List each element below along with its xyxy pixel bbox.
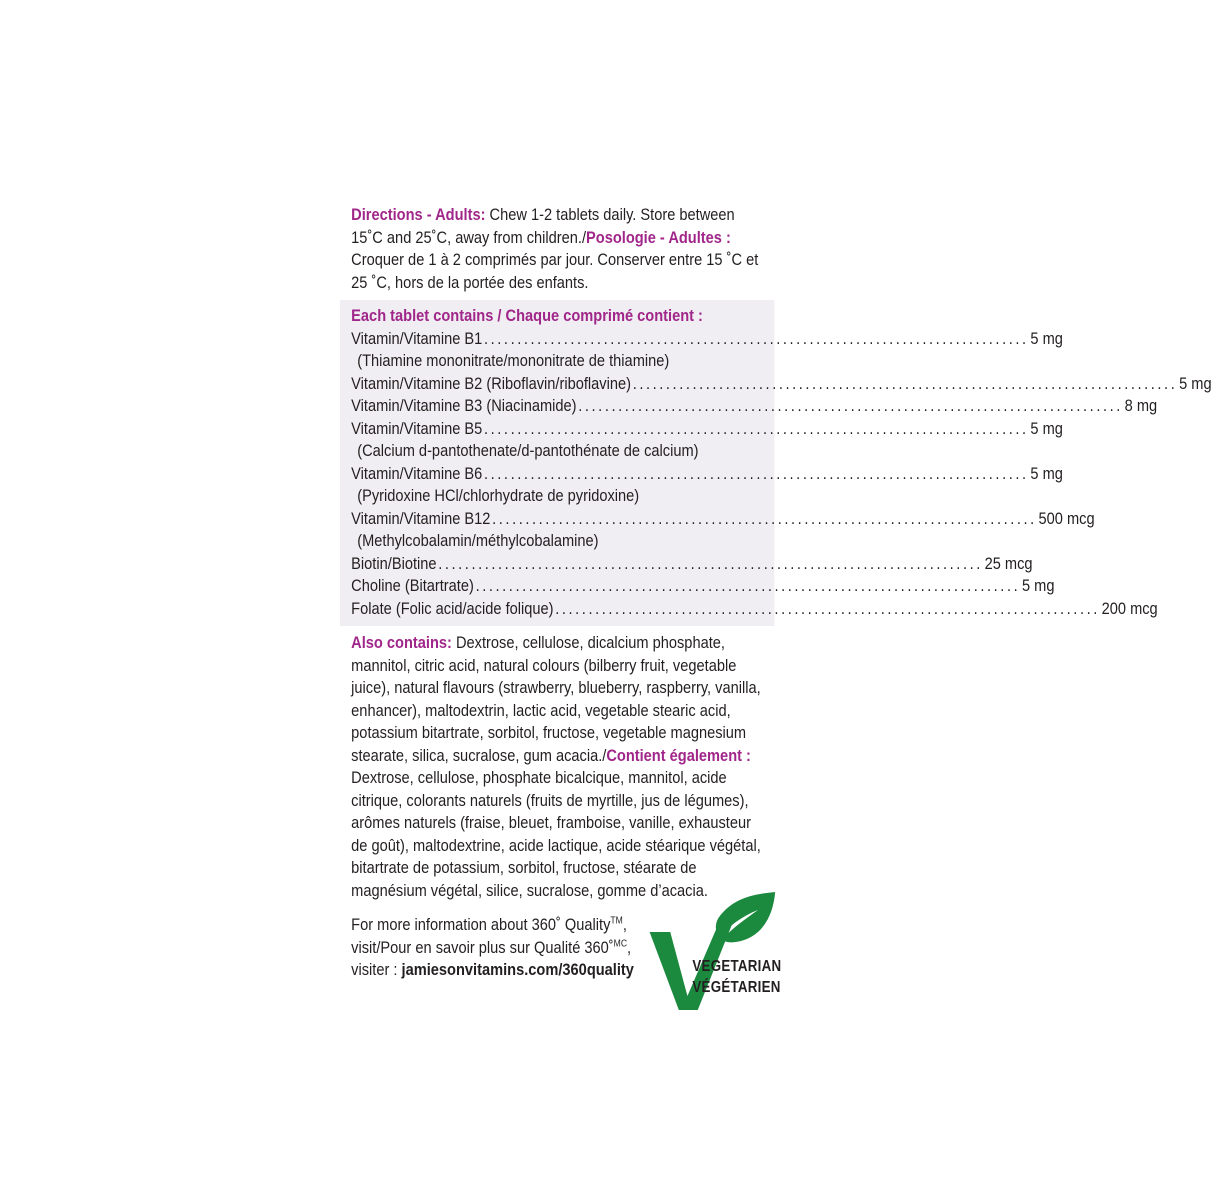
dot-leader: .................................................................................. xyxy=(438,553,983,573)
info-line-3-text: visiter : xyxy=(351,960,402,979)
nutrient-amount: 200 mcg xyxy=(1101,598,1158,618)
directions-heading-fr: Posologie - Adultes : xyxy=(586,227,731,247)
nutrient-source: (Thiamine mononitrate/mononitrate de thiamine) xyxy=(357,351,670,370)
nutrient-amount: 5 mg xyxy=(1021,576,1055,595)
directions-section xyxy=(340,204,774,294)
dot-leader: .................................................................................. xyxy=(555,598,1100,618)
nutrient-amount: 5 mg xyxy=(1179,373,1212,393)
dot-leader: .................................................................................. xyxy=(484,463,1029,483)
info-line-2: visit/Pour en savoir plus sur Qualité 360˚$^{MC}$, xyxy=(351,937,632,957)
nutrient-name: Vitamin/Vitamine B5 xyxy=(351,418,483,438)
marque-mark: MC xyxy=(613,937,628,949)
info-line-1: For more information about 360˚ Quality™, xyxy=(351,915,627,934)
nutrient-source: (Methylcobalamin/méthylcobalamine) xyxy=(357,531,599,550)
nutrient-row xyxy=(351,598,1158,621)
nutrient-amount: 5 mg xyxy=(1030,328,1063,348)
nutrient-row xyxy=(351,418,1063,441)
dot-leader: .................................................................................. xyxy=(578,396,1123,415)
info-line-3 xyxy=(351,959,634,982)
nutrient-row xyxy=(351,395,1158,418)
dot-leader: .................................................................................. xyxy=(475,576,1021,595)
also-contains-text-en: Dextrose, cellulose, dicalcium phosphate, mannitol, citric acid, natural colours (bilberry fruit, vegetable juice), natural flavours (strawberry, blueberry, raspberry, vanilla, enhancer), maltodextrin, lactic acid, vegetable stearic acid, potassium bitartrate, sorbitol, fructose, vegetable magnesium stearate, silica, sucralose, gum acacia./ xyxy=(351,633,761,765)
nutrient-amount: 5 mg xyxy=(1030,418,1063,438)
quality-info xyxy=(351,914,634,1008)
nutrient-name: Vitamin/Vitamine B6 xyxy=(351,463,483,483)
vegetarian-label-en: VEGETARIAN xyxy=(692,958,782,975)
nutrient-amount: 5 mg xyxy=(1030,463,1063,483)
nutrient-row xyxy=(351,553,1033,576)
nutrient-name: Vitamin/Vitamine B2 (Riboflavin/riboflavine) xyxy=(351,373,631,393)
dot-leader: .................................................................................. xyxy=(484,418,1029,438)
website-link[interactable]: jamiesonvitamins.com/360quality xyxy=(401,960,634,979)
directions-text-en: Chew 1-2 tablets daily. Store between 15˚C and 25˚C, away from children./ xyxy=(351,205,735,247)
dot-leader: .................................................................................. xyxy=(492,508,1037,528)
nutrient-amount: 8 mg xyxy=(1124,396,1158,415)
nutrient-amount: 500 mcg xyxy=(1038,508,1095,528)
dot-leader: .................................................................................. xyxy=(484,328,1029,348)
product-label xyxy=(340,200,1212,1008)
nutrient-name: Vitamin/Vitamine B1 xyxy=(351,328,483,348)
nutrient-name: Vitamin/Vitamine B12 xyxy=(351,508,491,528)
nutrient-row xyxy=(351,575,1055,598)
nutrient-name: Choline (Bitartrate) xyxy=(351,576,474,595)
vegetarian-text xyxy=(692,956,781,998)
footer xyxy=(340,914,782,1008)
directions-text-fr: Croquer de 1 à 2 comprimés par jour. Conserver entre 15 ˚C et 25 ˚C, hors de la portée des enfants. xyxy=(351,250,759,292)
info-line-1-text: For more information about 360˚ Quality xyxy=(351,915,611,934)
directions-heading-en: Directions - Adults: xyxy=(351,205,486,224)
nutrition-heading: Each tablet contains / Chaque comprimé contient : xyxy=(351,306,703,325)
nutrient-amount: 25 mcg xyxy=(984,553,1033,573)
also-contains-text-fr: Dextrose, cellulose, phosphate bicalcique, mannitol, acide citrique, colorants naturels (fruits de myrtille, jus de légumes), arômes naturels (fraise, bleuet, framboise, vanille, exhausteur de goût), maltodextrine, acide lactique, acide stéarique végétal, bitartrate de potassium, sorbitol, fructose, stéarate de magnésium végétal, silice, sucralose, gomme d’acacia. xyxy=(351,768,761,900)
trademark-mark: TM xyxy=(610,915,623,927)
info-line-2-text: visit/Pour en savoir plus sur Qualité 360˚ xyxy=(351,937,614,957)
nutrient-name: Folate (Folic acid/acide folique) xyxy=(351,598,554,618)
vegetarian-label-fr: VÉGÉTARIEN xyxy=(692,979,781,996)
nutrient-row xyxy=(351,328,1063,351)
ingredients-section xyxy=(340,632,774,902)
nutrient-name: Biotin/Biotine xyxy=(351,553,437,573)
also-contains-heading-en: Also contains: xyxy=(351,633,452,652)
dot-leader: .................................................................................. xyxy=(632,373,1178,393)
nutrient-row xyxy=(351,373,1212,396)
nutrient-name: Vitamin/Vitamine B3 (Niacinamide) xyxy=(351,396,577,415)
nutrient-source: (Calcium d-pantothenate/d-pantothénate de calcium) xyxy=(357,441,699,460)
nutrient-row xyxy=(351,463,1063,486)
nutrient-source: (Pyridoxine HCl/chlorhydrate de pyridoxine) xyxy=(357,486,640,505)
also-contains-heading-fr: Contient également : xyxy=(606,745,751,765)
nutrition-panel xyxy=(340,300,1212,626)
nutrient-row xyxy=(351,508,1095,531)
vegetarian-badge xyxy=(648,898,794,1008)
